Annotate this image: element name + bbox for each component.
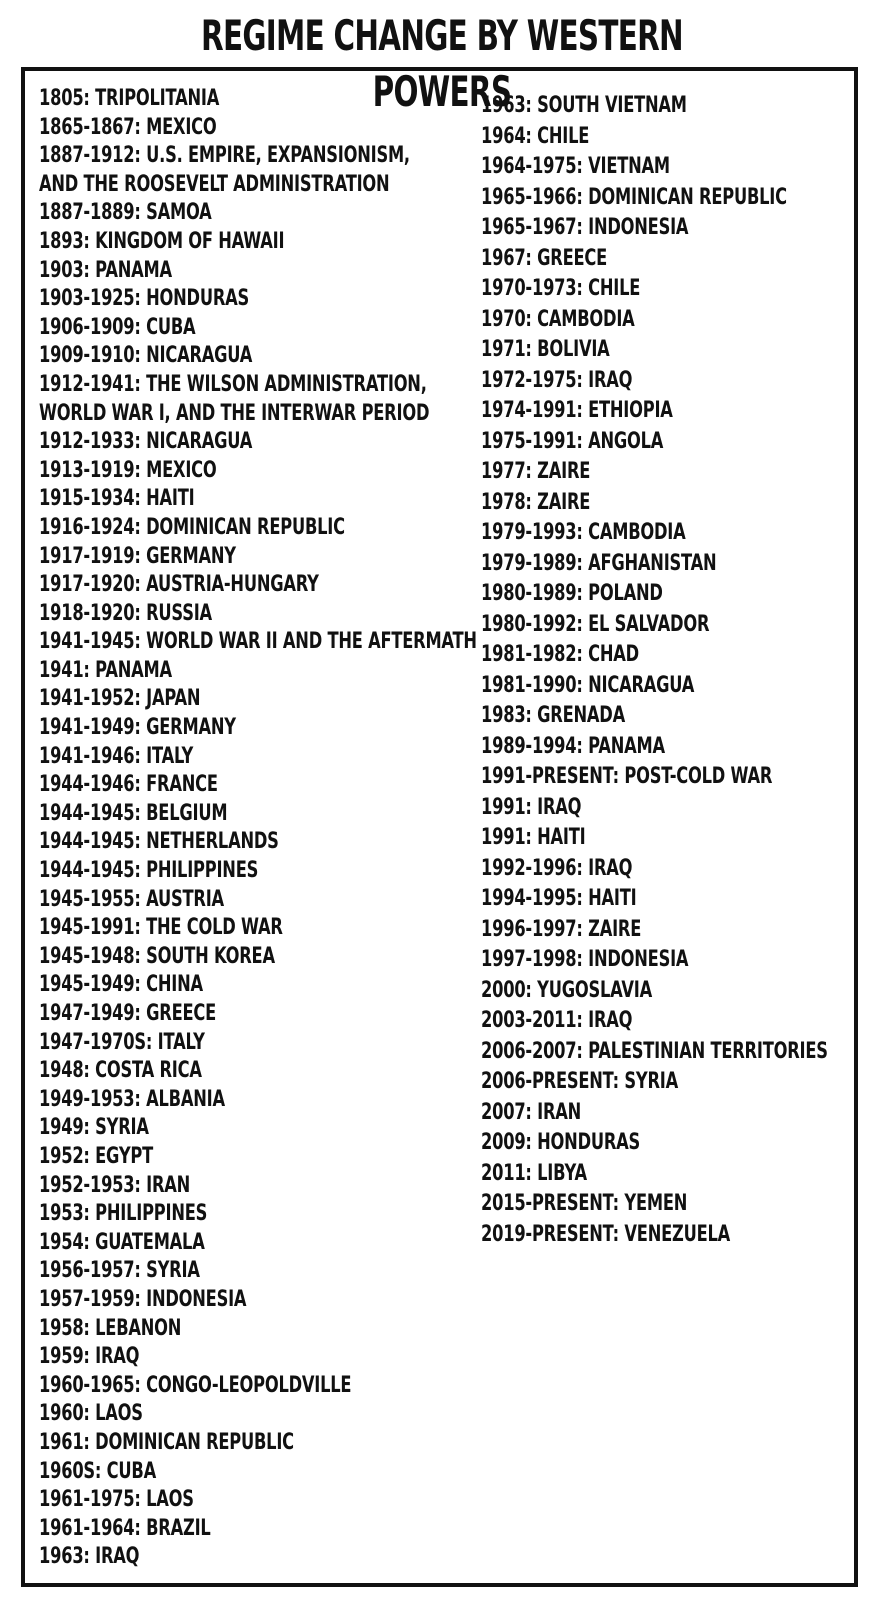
list-item: 2000: YUGOSLAVIA [481, 977, 652, 1003]
list-item: 1917-1920: AUSTRIA-HUNGARY [39, 572, 319, 598]
list-item: 1947-1970S: ITALY [39, 1029, 205, 1055]
page-title: REGIME CHANGE BY WESTERN POWERS [201, 11, 683, 116]
list-item: 1983: GRENADA [481, 703, 625, 728]
list-item: 1980-1989: POLAND [481, 581, 663, 606]
list-item: 1948: COSTA RICA [39, 1058, 202, 1084]
list-item: 1979-1993: CAMBODIA [481, 520, 686, 545]
list-item: 1963: SOUTH VIETNAM [481, 93, 687, 118]
list-item: 1978: ZAIRE [481, 489, 591, 515]
list-item: 1959: IRAQ [39, 1344, 140, 1370]
list-item: 1952-1953: IRAN [39, 1172, 191, 1198]
list-frame [21, 67, 858, 1587]
list-item: 1979-1989: AFGHANISTAN [481, 550, 717, 576]
list-item: 1944-1945: BELGIUM [39, 800, 228, 826]
list-item: 1972-1975: IRAQ [481, 367, 633, 393]
list-item: 1912-1941: THE WILSON ADMINISTRATION, [39, 371, 427, 397]
list-item: 1961-1964: BRAZIL [39, 1515, 211, 1541]
list-item: 2009: HONDURAS [481, 1130, 641, 1155]
list-item: 1975-1991: ANGOLA [481, 428, 664, 454]
list-item: 1991-PRESENT: POST-COLD WAR [481, 764, 773, 789]
list-item: 1944-1945: NETHERLANDS [39, 829, 279, 855]
list-item: AND THE ROOSEVELT ADMINISTRATION [39, 171, 390, 197]
list-item: 1909-1910: NICARAGUA [39, 343, 253, 369]
list-item: 1974-1991: ETHIOPIA [481, 398, 673, 423]
list-item: 1917-1919: GERMANY [39, 543, 236, 569]
list-item: 1915-1934: HAITI [39, 486, 195, 512]
list-item: 1893: KINGDOM OF HAWAII [39, 228, 285, 254]
list-item: 1865-1867: MEXICO [39, 114, 217, 140]
list-item: 1961: DOMINICAN REPUBLIC [39, 1429, 294, 1455]
list-item: 1958: LEBANON [39, 1315, 182, 1341]
list-item: 1945-1955: AUSTRIA [39, 886, 224, 912]
list-item: 1941-1946: ITALY [39, 743, 194, 769]
list-item: 1992-1996: IRAQ [481, 855, 633, 881]
list-item: 1980-1992: EL SALVADOR [481, 611, 710, 637]
list-item: 2007: IRAN [481, 1099, 582, 1125]
list-item: 1953: PHILIPPINES [39, 1201, 208, 1227]
list-item: 1954: GUATEMALA [39, 1229, 205, 1255]
list-item: 1949-1953: ALBANIA [39, 1086, 225, 1112]
list-item: 1961-1975: LAOS [39, 1487, 194, 1513]
list-item: 1960-1965: CONGO-LEOPOLDVILLE [39, 1372, 352, 1398]
list-item: 1941-1945: WORLD WAR II AND THE AFTERMATH [39, 629, 477, 655]
list-item: 1964: CHILE [481, 123, 590, 149]
list-item: 1991: IRAQ [481, 794, 582, 820]
list-item: 1952: EGYPT [39, 1143, 154, 1169]
list-item: 1949: SYRIA [39, 1115, 149, 1141]
list-item: 1960: LAOS [39, 1401, 143, 1427]
list-item: 1963: IRAQ [39, 1544, 140, 1570]
list-item: 2006-PRESENT: SYRIA [481, 1069, 679, 1094]
list-item: 1956-1957: SYRIA [39, 1258, 200, 1284]
list-item: 1970: CAMBODIA [481, 306, 635, 332]
right-column [481, 91, 884, 1250]
list-item: 1945-1949: CHINA [39, 972, 203, 998]
list-item: 1945-1991: THE COLD WAR [39, 915, 283, 941]
list-item: 1906-1909: CUBA [39, 314, 196, 340]
list-item: WORLD WAR I, AND THE INTERWAR PERIOD [39, 400, 430, 426]
list-item: 1964-1975: VIETNAM [481, 154, 670, 179]
list-item: 1944-1946: FRANCE [39, 772, 218, 798]
list-item: 1903-1925: HONDURAS [39, 286, 250, 312]
list-item: 1912-1933: NICARAGUA [39, 429, 253, 455]
list-item: 1887-1889: SAMOA [39, 200, 212, 226]
list-item: 1903: PANAMA [39, 257, 172, 283]
list-item: 1965-1967: INDONESIA [481, 215, 689, 240]
list-item: 1971: BOLIVIA [481, 337, 610, 362]
list-item: 1945-1948: SOUTH KOREA [39, 943, 275, 969]
list-item: 1996-1997: ZAIRE [481, 916, 642, 942]
list-item: 1944-1945: PHILIPPINES [39, 858, 259, 884]
list-item: 1967: GREECE [481, 245, 608, 271]
list-item: 1994-1995: HAITI [481, 886, 637, 911]
list-item: 1805: TRIPOLITANIA [39, 86, 220, 111]
list-item: 2011: LIBYA [481, 1160, 587, 1186]
list-item: 1991: HAITI [481, 825, 586, 850]
list-item: 1887-1912: U.S. EMPIRE, EXPANSIONISM, [39, 143, 410, 169]
list-item: 1941: PANAMA [39, 657, 172, 683]
list-item: 2006-2007: PALESTINIAN TERRITORIES [481, 1038, 828, 1064]
list-item: 2015-PRESENT: YEMEN [481, 1191, 688, 1216]
list-item: 1997-1998: INDONESIA [481, 947, 689, 972]
list-item: 2003-2011: IRAQ [481, 1008, 633, 1033]
list-item: 1957-1959: INDONESIA [39, 1286, 247, 1312]
list-item: 1947-1949: GREECE [39, 1001, 216, 1026]
list-item: 1970-1973: CHILE [481, 276, 641, 301]
list-item: 1981-1982: CHAD [481, 642, 639, 667]
list-item: 1918-1920: RUSSIA [39, 600, 212, 626]
list-item: 1916-1924: DOMINICAN REPUBLIC [39, 514, 345, 540]
list-item: 1965-1966: DOMINICAN REPUBLIC [481, 184, 787, 210]
list-item: 2019-PRESENT: VENEZUELA [481, 1221, 731, 1247]
list-item: 1941-1949: GERMANY [39, 715, 236, 741]
list-item: 1989-1994: PANAMA [481, 733, 665, 759]
list-item: 1981-1990: NICARAGUA [481, 672, 695, 698]
list-item: 1913-1919: MEXICO [39, 457, 217, 483]
list-item: 1941-1952: JAPAN [39, 686, 201, 712]
list-item: 1977: ZAIRE [481, 459, 591, 484]
list-item: 1960S: CUBA [39, 1458, 156, 1484]
